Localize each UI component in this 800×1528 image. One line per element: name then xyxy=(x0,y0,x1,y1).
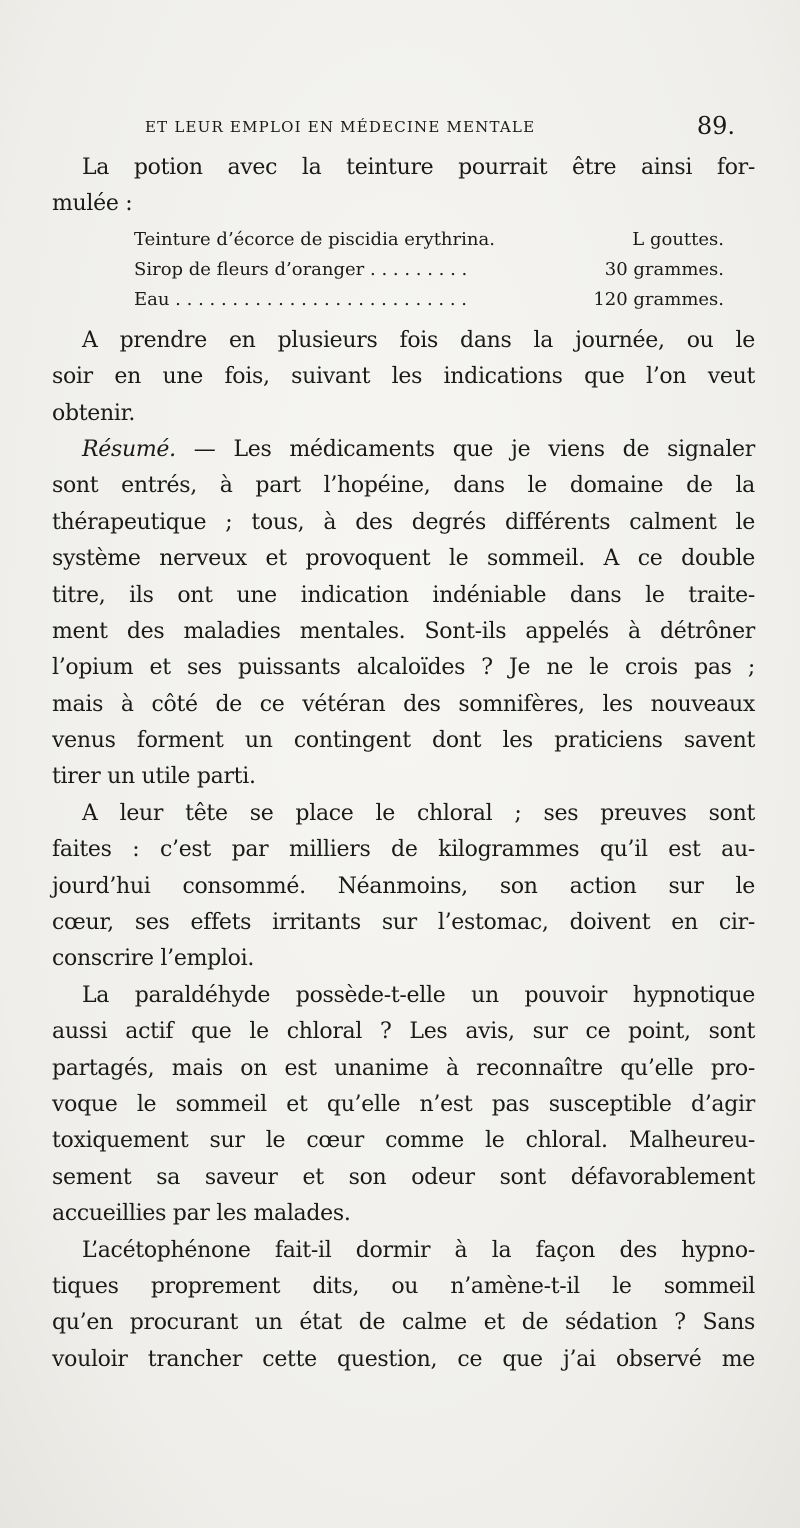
formula-dose: 120 grammes. xyxy=(593,288,724,310)
text-line: cœur, ses effets irritants sur l’estomac, doivent en cir- xyxy=(52,910,755,936)
text-line: thérapeutique ; tous, à des degrés différents calment le xyxy=(52,509,755,535)
text-line: l’opium et ses puissants alcaloïdes ? Je ne le crois pas ; xyxy=(52,655,755,681)
text-line: venus forment un contingent dont les praticiens savent xyxy=(52,728,755,754)
formula-dose: L gouttes. xyxy=(632,228,724,250)
formula-row xyxy=(134,285,724,315)
text-line xyxy=(52,432,755,468)
formula-row xyxy=(134,225,724,255)
resume-label: Résumé. xyxy=(82,436,176,462)
text-line: sement sa saveur et son odeur sont défavorablement xyxy=(52,1164,755,1190)
text-line: ment des maladies mentales. Sont-ils appelés à détrôner xyxy=(52,618,755,644)
text-line: soir en une fois, suivant les indications que l’on veut xyxy=(52,364,755,390)
text-line: mais à côté de ce vétéran des somnifères, les nouveaux xyxy=(52,691,755,717)
text-line: A prendre en plusieurs fois dans la journée, ou le xyxy=(82,327,755,353)
paragraph-chloral xyxy=(52,796,755,978)
text-line: tiques proprement dits, ou n’amène-t-il le sommeil xyxy=(52,1273,755,1299)
text-line: système nerveux et provoquent le sommeil. A ce double xyxy=(52,546,755,572)
prescription-formula xyxy=(52,225,724,315)
text-line: titre, ils ont une indication indéniable dans le traite- xyxy=(52,582,755,608)
text-line: toxiquement sur le cœur comme le chloral. Malheureu- xyxy=(52,1128,755,1154)
text-line: La potion avec la teinture pourrait être ainsi for- xyxy=(82,155,755,180)
text-line: tirer un utile parti. xyxy=(52,764,256,790)
text-line: aussi actif que le chloral ? Les avis, sur ce point, sont xyxy=(52,1019,755,1045)
text-line: L’acétophénone fait-il dormir à la façon des hypno- xyxy=(82,1237,755,1263)
paragraph-potion xyxy=(52,150,755,223)
text-line: obtenir. xyxy=(52,400,136,426)
paragraph-resume xyxy=(52,432,755,796)
text-line: voque le sommeil et qu’elle n’est pas susceptible d’agir xyxy=(52,1091,755,1117)
text-line: jourd’hui consommé. Néanmoins, son action sur le xyxy=(52,873,755,899)
formula-ingredient: Eau . . . . . . . . . . . . . . . . . . . . . . . . . . xyxy=(134,288,467,310)
page-number: 89. xyxy=(696,112,735,140)
page-header xyxy=(145,112,735,142)
paragraph-paraldehyde xyxy=(52,978,755,1233)
paragraph-dosage xyxy=(52,323,755,432)
text-line: sont entrés, à part l’hopéine, dans le domaine de la xyxy=(52,473,755,499)
text-line: A leur tête se place le chloral ; ses preuves sont xyxy=(82,800,755,826)
text-line: faites : c’est par milliers de kilogrammes qu’il est au- xyxy=(52,837,755,863)
body-text xyxy=(52,150,755,1378)
text-line: mulée : xyxy=(52,191,133,217)
paragraph-acetophenone xyxy=(52,1233,755,1379)
formula-ingredient: Teinture d’écorce de piscidia erythrina. xyxy=(134,228,495,250)
formula-ingredient: Sirop de fleurs d’oranger . . . . . . . . . xyxy=(134,258,468,280)
text-line: partagés, mais on est unanime à reconnaître qu’elle pro- xyxy=(52,1055,755,1081)
resume-first-line: — Les médicaments que je viens de signaler xyxy=(175,436,755,462)
running-title: ET LEUR EMPLOI EN MÉDECINE MENTALE xyxy=(145,118,536,136)
text-line: vouloir trancher cette question, ce que j’ai observé me xyxy=(52,1346,755,1372)
text-line: La paraldéhyde possède-t-elle un pouvoir hypnotique xyxy=(82,982,755,1008)
formula-dose: 30 grammes. xyxy=(604,258,724,280)
text-line: accueillies par les malades. xyxy=(52,1201,351,1227)
text-line: conscrire l’emploi. xyxy=(52,946,255,972)
text-line: qu’en procurant un état de calme et de sédation ? Sans xyxy=(52,1310,755,1336)
formula-row xyxy=(134,255,724,285)
